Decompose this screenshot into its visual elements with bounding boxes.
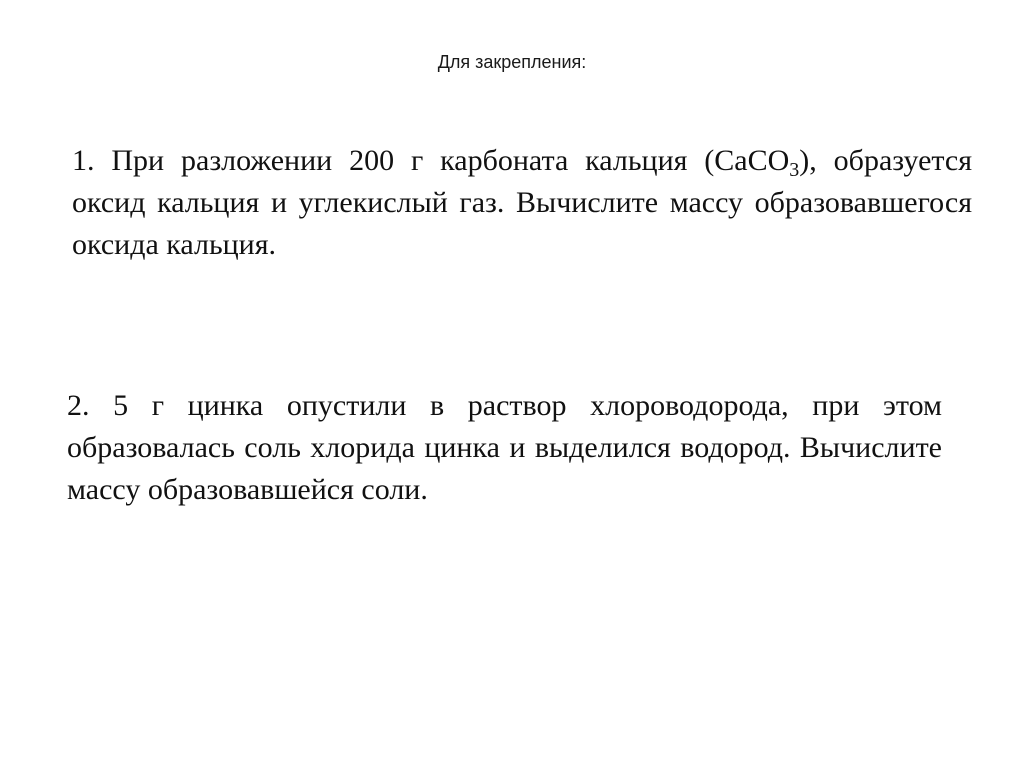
slide-title: Для закрепления: <box>437 52 587 72</box>
problem-1-text <box>72 140 972 266</box>
problem-1-text-end: ), образуется оксид кальция и углекислый газ. Вычислите массу образовавшегося оксида кальция. <box>72 144 972 261</box>
formula-subscript: 3 <box>789 159 800 181</box>
problem-1-text-start: 1. При разложении 200 г карбоната кальция (CaCO <box>72 144 790 177</box>
problem-2-text: 2. 5 г цинка опустили в раствор хлороводорода, при этом образовалась соль хлорида цинка и выделился водород. Вычислите массу образовавшейся соли. <box>67 389 942 506</box>
